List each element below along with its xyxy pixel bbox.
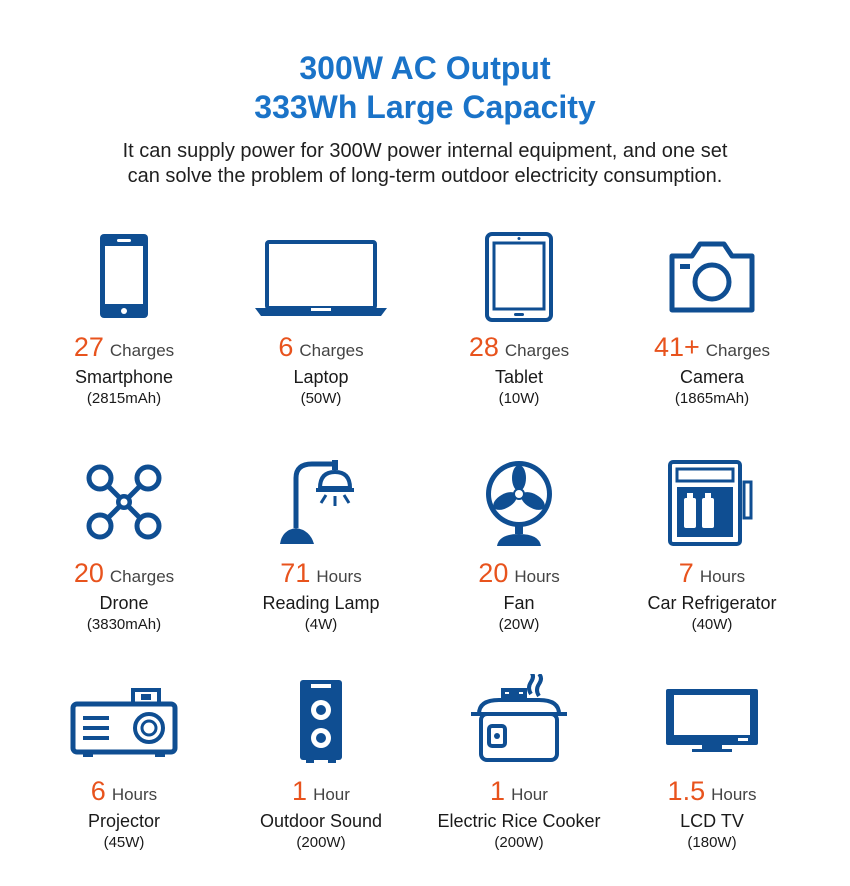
device-value: 7: [678, 558, 694, 588]
device-unit: Charges: [705, 341, 771, 360]
device-value: 1: [490, 776, 506, 806]
car-refrigerator-icon: [617, 456, 807, 548]
device-stat: [29, 558, 219, 592]
device-unit: Charges: [504, 341, 570, 360]
device-value: 1: [292, 776, 308, 806]
device-stat: [226, 776, 416, 810]
reading-lamp-icon: [226, 456, 416, 548]
device-stat: [226, 332, 416, 366]
device-spec: (4W): [304, 616, 338, 633]
device-spec: (40W): [691, 616, 733, 633]
device-value: 6: [90, 776, 106, 806]
device-name: Camera: [679, 367, 745, 387]
device-name: Reading Lamp: [262, 593, 380, 613]
device-stat: [29, 332, 219, 366]
device-value: 71: [280, 558, 311, 588]
fan-icon: [424, 456, 614, 548]
device-spec: (45W): [103, 834, 145, 851]
page-description: [60, 139, 790, 189]
device-stat: [617, 558, 807, 592]
device-spec: (20W): [498, 616, 540, 633]
projector-icon: [29, 674, 219, 766]
device-name: Outdoor Sound: [259, 811, 383, 831]
device-name: LCD TV: [680, 811, 744, 831]
device-value: 20: [478, 558, 509, 588]
drone-icon: [29, 456, 219, 548]
device-value: 41+: [653, 332, 700, 362]
page-title-line1: 300W AC Output: [299, 50, 551, 86]
device-unit: Charges: [109, 341, 175, 360]
device-stat: [29, 776, 219, 810]
device-spec: (1865mAh): [674, 390, 750, 407]
device-stat: [617, 332, 807, 366]
device-value: 1.5: [667, 776, 706, 806]
device-name: Car Refrigerator: [647, 593, 777, 613]
device-value: 20: [73, 558, 104, 588]
device-stat: [424, 558, 614, 592]
device-name: Electric Rice Cooker: [437, 811, 601, 831]
device-unit: Hours: [699, 567, 746, 586]
device-name: Tablet: [494, 367, 544, 387]
device-stat: [424, 776, 614, 810]
device-name: Projector: [87, 811, 161, 831]
smartphone-icon: [29, 230, 219, 322]
device-stat: [617, 776, 807, 810]
rice-cooker-icon: [424, 674, 614, 766]
device-unit: Hours: [711, 785, 757, 804]
description-line1: It can supply power for 300W power internal equipment, and one set: [122, 140, 728, 162]
lcd-tv-icon: [617, 674, 807, 766]
device-unit: Charges: [109, 567, 175, 586]
device-stat: [424, 332, 614, 366]
speaker-icon: [226, 674, 416, 766]
device-unit: Hours: [514, 567, 560, 586]
device-name: Smartphone: [74, 367, 174, 387]
device-unit: Hours: [316, 567, 362, 586]
device-spec: (10W): [498, 390, 540, 407]
device-unit: Hour: [511, 785, 548, 804]
device-spec: (200W): [296, 834, 346, 851]
device-unit: Hours: [111, 785, 158, 804]
device-value: 6: [278, 332, 294, 362]
laptop-icon: [226, 230, 416, 322]
device-name: Drone: [99, 593, 149, 613]
description-line2: can solve the problem of long-term outdoor electricity consumption.: [127, 165, 723, 187]
device-unit: Hour: [313, 785, 350, 804]
camera-icon: [617, 230, 807, 322]
device-spec: (3830mAh): [86, 616, 162, 633]
device-value: 28: [468, 332, 499, 362]
tablet-icon: [424, 230, 614, 322]
device-name: Fan: [503, 593, 535, 613]
device-spec: (180W): [687, 834, 737, 851]
device-unit: Charges: [299, 341, 364, 360]
page-title-line2: 333Wh Large Capacity: [254, 89, 596, 125]
device-spec: (200W): [494, 834, 544, 851]
device-value: 27: [73, 332, 104, 362]
device-stat: [226, 558, 416, 592]
device-spec: (2815mAh): [86, 390, 162, 407]
device-name: Laptop: [293, 367, 349, 387]
device-spec: (50W): [300, 390, 342, 407]
